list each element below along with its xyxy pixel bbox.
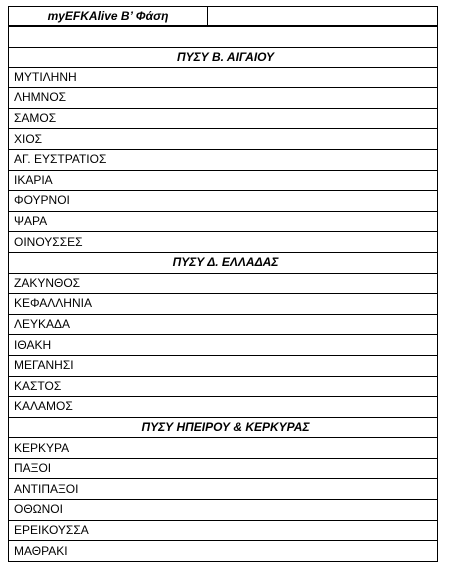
island-name-cell: ΜΑΘΡΑΚΙ	[9, 541, 438, 562]
table-row	[9, 458, 438, 479]
section-heading: ΠΥΣΥ ΗΠΕΙΡΟΥ & ΚΕΡΚΥΡΑΣ	[9, 417, 438, 438]
section-header-row	[9, 47, 438, 67]
table-row	[9, 376, 438, 397]
table-row	[9, 541, 438, 562]
table-row	[9, 149, 438, 170]
section-header-row	[9, 252, 438, 273]
island-name-cell: ΧΙΟΣ	[9, 129, 438, 150]
table-row	[9, 500, 438, 521]
table-row	[9, 520, 438, 541]
table-row	[9, 273, 438, 294]
table-row	[9, 129, 438, 150]
island-name-cell: ΚΕΦΑΛΛΗΝΙΑ	[9, 294, 438, 315]
island-name-cell: ΑΓ. ΕΥΣΤΡΑΤΙΟΣ	[9, 149, 438, 170]
section-heading: ΠΥΣΥ Δ. ΕΛΛΑΔΑΣ	[9, 252, 438, 273]
island-name-cell: ΟΘΩΝΟΙ	[9, 500, 438, 521]
table-row	[9, 88, 438, 109]
document-title: myEFKAlive B’ Φάση	[8, 6, 208, 26]
table-row	[9, 108, 438, 129]
spacer-row	[9, 27, 438, 48]
island-name-cell: ΣΑΜΟΣ	[9, 108, 438, 129]
island-name-cell: ΜΕΓΑΝΗΣΙ	[9, 355, 438, 376]
table-row	[9, 232, 438, 253]
island-name-cell: ΑΝΤΙΠΑΞΟΙ	[9, 479, 438, 500]
table-row	[9, 438, 438, 459]
title-empty-cell	[208, 6, 438, 26]
document-sheet	[8, 6, 438, 562]
islands-table	[8, 26, 438, 562]
table-row	[9, 397, 438, 418]
table-row	[9, 335, 438, 356]
table-row	[9, 314, 438, 335]
table-row	[9, 211, 438, 232]
islands-table-body	[9, 27, 438, 562]
section-heading: ΠΥΣΥ Β. ΑΙΓΑΙΟΥ	[9, 47, 438, 67]
island-name-cell: ΙΘΑΚΗ	[9, 335, 438, 356]
island-name-cell: ΟΙΝΟΥΣΣΕΣ	[9, 232, 438, 253]
title-row	[8, 6, 438, 26]
island-name-cell: ΖΑΚΥΝΘΟΣ	[9, 273, 438, 294]
table-row	[9, 355, 438, 376]
island-name-cell: ΚΕΡΚΥΡΑ	[9, 438, 438, 459]
island-name-cell: ΚΑΛΑΜΟΣ	[9, 397, 438, 418]
island-name-cell: ΦΟΥΡΝΟΙ	[9, 191, 438, 212]
island-name-cell: ΚΑΣΤΟΣ	[9, 376, 438, 397]
table-row	[9, 67, 438, 88]
table-row	[9, 170, 438, 191]
table-row	[9, 191, 438, 212]
island-name-cell: ΕΡΕΙΚΟΥΣΣΑ	[9, 520, 438, 541]
section-header-row	[9, 417, 438, 438]
island-name-cell: ΛΕΥΚΑΔΑ	[9, 314, 438, 335]
table-row	[9, 479, 438, 500]
island-name-cell: ΙΚΑΡΙΑ	[9, 170, 438, 191]
table-row	[9, 294, 438, 315]
island-name-cell: ΛΗΜΝΟΣ	[9, 88, 438, 109]
spacer-cell	[9, 27, 438, 48]
island-name-cell: ΜΥΤΙΛΗΝΗ	[9, 67, 438, 88]
island-name-cell: ΨΑΡΑ	[9, 211, 438, 232]
island-name-cell: ΠΑΞΟΙ	[9, 458, 438, 479]
